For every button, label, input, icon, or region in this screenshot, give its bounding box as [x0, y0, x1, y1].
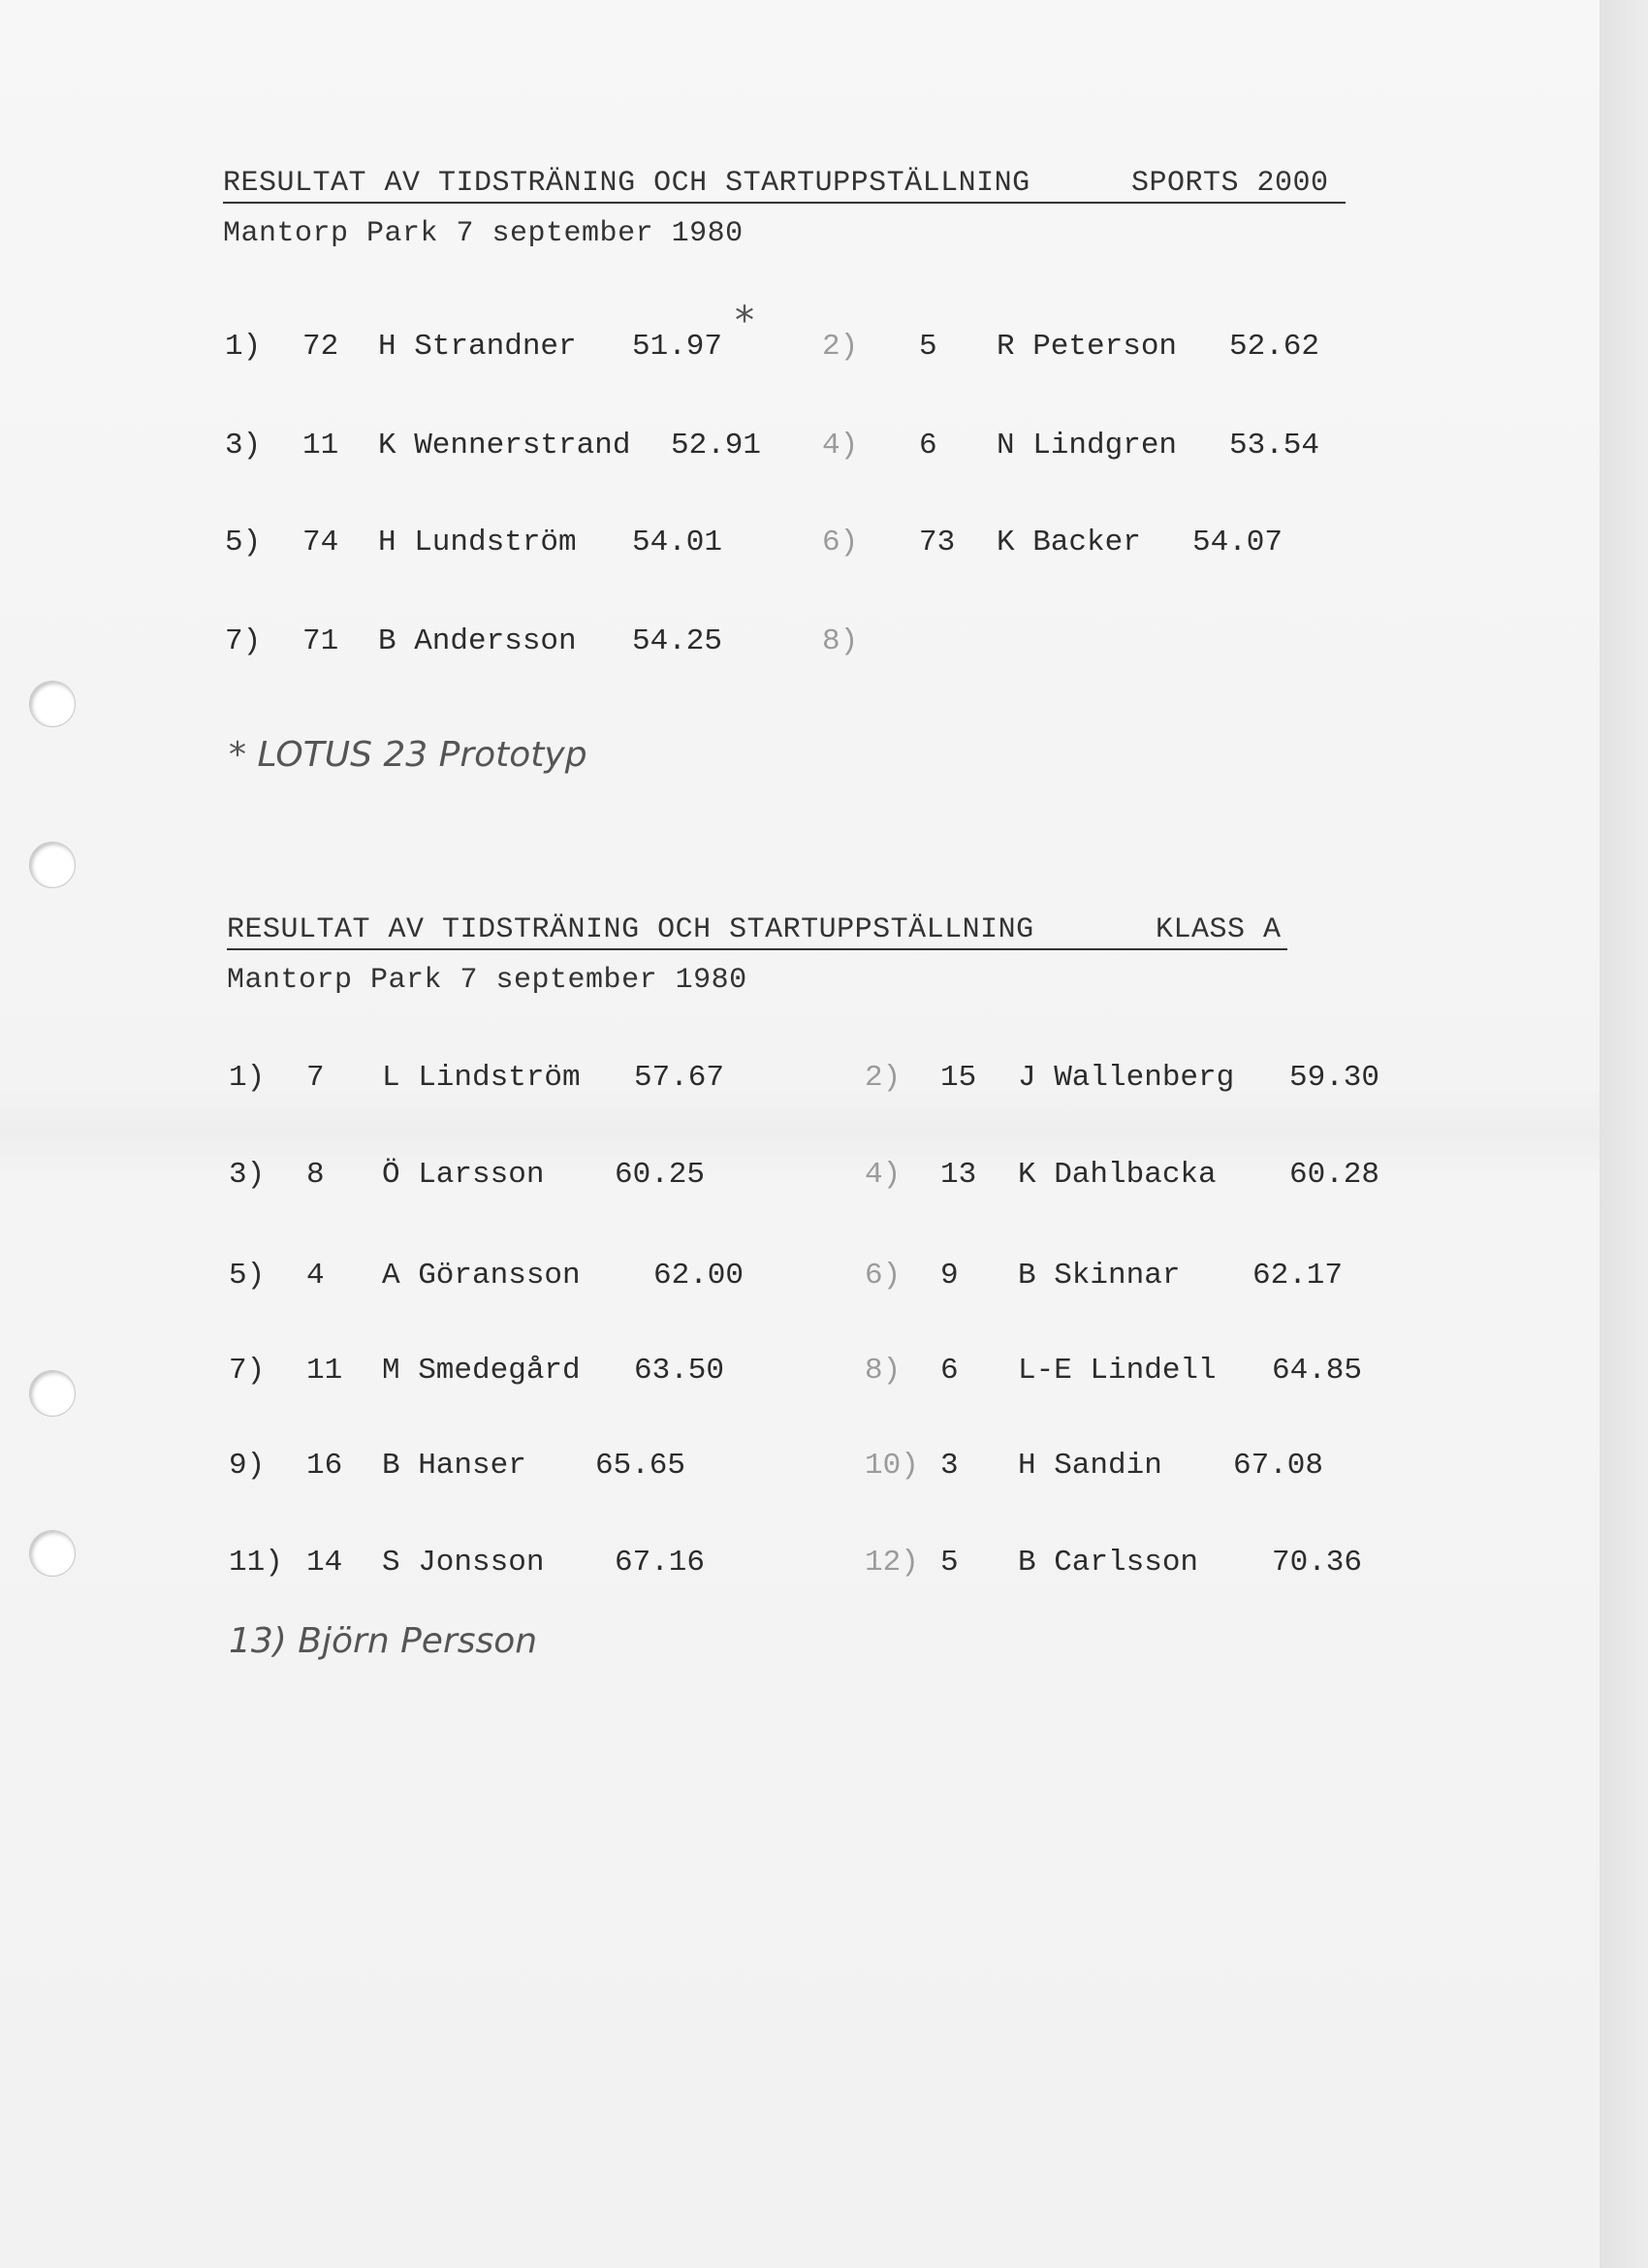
result-position: 3)	[229, 1158, 266, 1192]
result-position: 7)	[225, 624, 262, 658]
driver-name: B Andersson	[378, 624, 577, 658]
handwritten-entry: 13) Björn Persson	[229, 1621, 538, 1661]
class-label: KLASS A	[1156, 913, 1282, 946]
driver-name: H Sandin	[1018, 1449, 1162, 1483]
driver-name: H Strandner	[378, 330, 577, 364]
lap-time: 60.25	[615, 1158, 706, 1192]
result-position: 9)	[229, 1449, 266, 1483]
lap-time: 63.50	[634, 1354, 725, 1388]
driver-name: B Skinnar	[1018, 1259, 1181, 1293]
result-position: 4)	[822, 429, 859, 463]
result-position: 11)	[229, 1546, 283, 1580]
car-number: 11	[306, 1354, 343, 1388]
car-number: 9	[940, 1259, 959, 1293]
car-number: 16	[306, 1449, 343, 1483]
result-position: 2)	[822, 330, 859, 364]
driver-name: Ö Larsson	[382, 1158, 545, 1192]
car-number: 4	[306, 1259, 325, 1293]
result-position: 8)	[822, 624, 859, 658]
driver-name: M Smedegård	[382, 1354, 581, 1388]
lap-time: 70.36	[1272, 1546, 1363, 1580]
car-number: 14	[306, 1546, 343, 1580]
car-number: 5	[940, 1546, 959, 1580]
driver-name: K Backer	[997, 526, 1141, 559]
car-number: 6	[940, 1354, 959, 1388]
section-title: RESULTAT AV TIDSTRÄNING OCH STARTUPPSTÄLLNING	[227, 913, 1034, 946]
driver-name: A Göransson	[382, 1259, 581, 1293]
car-number: 72	[302, 330, 339, 364]
asterisk-mark: *	[735, 299, 754, 343]
title-underline	[227, 948, 1287, 950]
result-position: 6)	[822, 526, 859, 559]
binder-hole	[29, 1530, 76, 1577]
driver-name: S Jonsson	[382, 1546, 545, 1580]
driver-name: K Wennerstrand	[378, 429, 631, 463]
car-number: 8	[306, 1158, 325, 1192]
result-position: 7)	[229, 1354, 266, 1388]
driver-name: R Peterson	[997, 330, 1178, 364]
section-subtitle: Mantorp Park 7 september 1980	[223, 217, 744, 250]
result-position: 3)	[225, 429, 262, 463]
driver-name: N Lindgren	[997, 429, 1178, 463]
car-number: 6	[919, 429, 937, 463]
result-position: 8)	[865, 1354, 902, 1388]
car-number: 74	[302, 526, 339, 559]
lap-time: 62.00	[653, 1259, 745, 1293]
section-subtitle: Mantorp Park 7 september 1980	[227, 964, 747, 997]
result-position: 6)	[865, 1259, 902, 1293]
result-position: 1)	[229, 1061, 266, 1095]
driver-name: L Lindström	[382, 1061, 581, 1095]
lap-time: 52.91	[671, 429, 762, 463]
section-title: RESULTAT AV TIDSTRÄNING OCH STARTUPPSTÄLLNING	[223, 167, 1030, 200]
lap-time: 52.62	[1229, 330, 1320, 364]
driver-name: K Dahlbacka	[1018, 1158, 1217, 1192]
class-label: SPORTS 2000	[1131, 167, 1329, 200]
binder-hole	[29, 842, 76, 888]
lap-time: 54.25	[632, 624, 723, 658]
car-number: 73	[919, 526, 956, 559]
driver-name: B Hanser	[382, 1449, 526, 1483]
paper-edge	[1600, 0, 1648, 2268]
driver-name: H Lundström	[378, 526, 577, 559]
result-position: 1)	[225, 330, 262, 364]
car-number: 5	[919, 330, 937, 364]
result-position: 2)	[865, 1061, 902, 1095]
lap-time: 67.08	[1233, 1449, 1324, 1483]
driver-name: B Carlsson	[1018, 1546, 1199, 1580]
binder-hole	[29, 681, 76, 727]
car-number: 7	[306, 1061, 325, 1095]
lap-time: 59.30	[1289, 1061, 1380, 1095]
lap-time: 62.17	[1252, 1259, 1344, 1293]
lap-time: 67.16	[615, 1546, 706, 1580]
result-position: 4)	[865, 1158, 902, 1192]
driver-name: L-E Lindell	[1018, 1354, 1217, 1388]
lap-time: 60.28	[1289, 1158, 1380, 1192]
result-position: 5)	[225, 526, 262, 559]
result-position: 10)	[865, 1449, 919, 1483]
lap-time: 54.07	[1192, 526, 1284, 559]
lap-time: 65.65	[595, 1449, 686, 1483]
car-number: 15	[940, 1061, 977, 1095]
lap-time: 53.54	[1229, 429, 1320, 463]
car-number: 13	[940, 1158, 977, 1192]
handwritten-footnote: * LOTUS 23 Prototyp	[229, 735, 587, 775]
car-number: 3	[940, 1449, 959, 1483]
car-number: 71	[302, 624, 339, 658]
driver-name: J Wallenberg	[1018, 1061, 1235, 1095]
binder-hole	[29, 1370, 76, 1417]
result-position: 5)	[229, 1259, 266, 1293]
car-number: 11	[302, 429, 339, 463]
lap-time: 64.85	[1272, 1354, 1363, 1388]
title-underline	[223, 202, 1346, 204]
lap-time: 51.97	[632, 330, 723, 364]
result-position: 12)	[865, 1546, 919, 1580]
lap-time: 54.01	[632, 526, 723, 559]
lap-time: 57.67	[634, 1061, 725, 1095]
